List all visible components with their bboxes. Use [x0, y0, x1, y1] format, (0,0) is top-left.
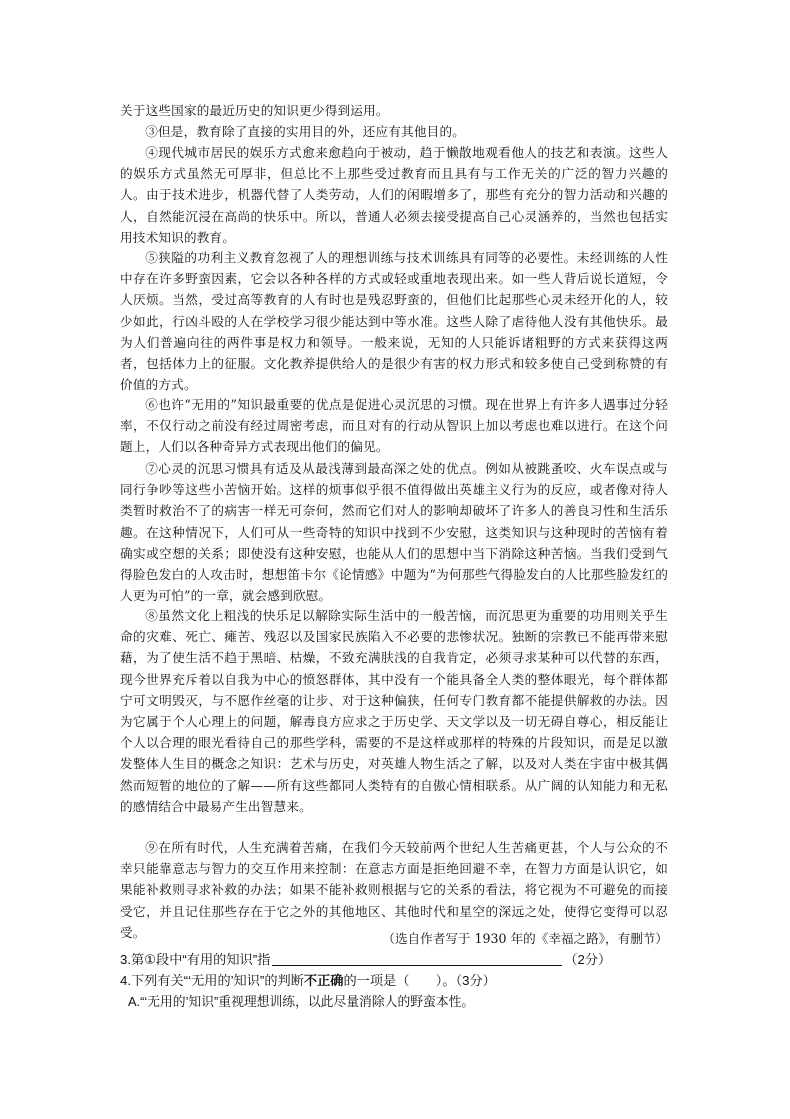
- question-4-emphasis: 不正确: [303, 973, 344, 988]
- source-citation: （选自作者写于 1930 年的《幸福之路》，有删节）: [382, 931, 668, 946]
- paragraph-continuation: 关于这些国家的最近历史的知识更少得到运用。: [120, 103, 389, 118]
- question-3-text: 3.第①段中“有用的知识”指: [120, 952, 271, 967]
- question-3: [120, 950, 680, 970]
- paragraph-4: ④现代城市居民的娱乐方式愈来愈趋向于被动，趋于懒散地观看他人的技艺和表演。这些人的娱乐方式虽然无可厚非，但总比不上那些受过教育而且具有与工作无关的广泛的智力兴趣的人。由于技术进步，机器代替了人类劳动，人们的闲暇增多了，那些有充分的智力活动和兴趣的人，自然能沉浸在高尚的快乐中。所以，普通人必须去接受提高自己心灵涵养的，当然也包括实用技术知识的教育。: [120, 145, 668, 245]
- question-4: [120, 971, 680, 991]
- paragraph-5: ⑤狭隘的功利主义教育忽视了人的理想训练与技术训练具有同等的必要性。未经训练的人性中存在许多野蛮因素，它会以各种各样的方式或轻或重地表现出来。如一些人背后说长道短，令人厌烦。当然，受过高等教育的人有时也是残忍野蛮的，但他们比起那些心灵未经开化的人，较少如此，行凶斗殴的人在学校学习很少能达到中等水准。这些人除了虐待他人没有其他快乐。最为人们普遍向往的两件事是权力和领导。一般来说，无知的人只能诉诸粗野的方式来获得这两者，包括体力上的征服。文化教养提供给人的是很少有害的权力形式和较多使自己受到称赞的有价值的方式。: [120, 250, 668, 393]
- paragraph-7: ⑦心灵的沉思习惯具有适及从最浅薄到最高深之处的优点。例如从被跳蚤咬、火车误点或与同行争吵等这些小苦恼开始。这样的烦事似乎很不值得做出英雄主义行为的反应，或者像对待人类暂时救治不了的病害一样无可奈何，然而它们对人的影响却破坏了许多人的善良习性和生活乐趣。在这种情况下，人们可从一些奇特的知识中找到不少安慰，这类知识与这种现时的苦恼有着确实或空想的关系；即使没有这种安慰，也能从人们的思想中当下消除这种苦恼。当我们受到气得脸色发白的人攻击时，想想笛卡尔《论情感》中题为“为何那些气得脸发白的人比那些脸发红的人更为可怕”的一章，就会感到欣慰。: [120, 461, 668, 604]
- question-4-suffix: 的一项是（ ）。（3分）: [343, 973, 496, 988]
- paragraph-6: ⑥也许“无用的”知识最重要的优点是促进心灵沉思的习惯。现在世界上有许多人遇事过分轻率，不仅行动之前没有经过周密考虑，而且对有的行动从智识上加以考虑也难以进行。在这个问题上，人们以各种奇异方式表现出他们的偏见。: [120, 397, 668, 455]
- paragraph-9: ⑨在所有时代，人生充满着苦痛，在我们今天较前两个世纪人生苦痛更甚，个人与公众的不幸只能靠意志与智力的交互作用来控制：在意志方面是拒绝回避不幸，在智力方面是认识它，如果能补救则寻求补救的办法；如果不能补救则根据与它的关系的看法，将它视为不可避免的而接受它，并且记住那些存在于它之外的其他地区、其他时代和星空的深远之处，使得它变得可以忍受。: [120, 840, 668, 940]
- question-4-text: 4.下列有关“‘无用的’知识”的判断: [120, 973, 304, 988]
- question-3-score: （2分）: [564, 952, 612, 967]
- answer-blank[interactable]: [272, 951, 562, 966]
- option-a: A.“‘无用的’知识”重视理想训练，以此尽量消除人的野蛮本性。: [128, 994, 475, 1009]
- paragraph-8: ⑧虽然文化上粗浅的快乐足以解除实际生活中的一般苦恼，而沉思更为重要的功用则关乎生命的灾难、死亡、瘫苦、残忍以及国家民族陷入不必要的悲惨状况。独断的宗教已不能再带来慰藉，为了使生活不趋于黑暗、枯燥，不致充满肤浅的自我肯定，必须寻求某种可以代替的东西，现今世界充斥着以自我为中心的愤怒群体，其中没有一个能具备全人类的整体眼光，每个群体都宁可文明毁灭，与不愿作丝毫的让步、对于这种偏狭，任何专门教育都不能提供解救的办法。因为它属于个人心理上的问题，解毒良方应求之于历史学、天文学以及一切无碍自尊心，相反能让个人以合理的眼光看待自己的那些学科，需要的不是这样或那样的特殊的片段知识，而是足以激发整体人生目的概念之知识：艺术与历史，对英雄人物生活之了解，以及对人类在宇宙中极其偶然而短暂的地位的了解——所有这些都同人类特有的自傲心情相联系。从广阔的认知能力和无私的感情结合中最易产生出智慧来。: [120, 608, 668, 814]
- paragraph-3: ③但是，教育除了直接的实用目的外，还应有其他目的。: [145, 124, 466, 139]
